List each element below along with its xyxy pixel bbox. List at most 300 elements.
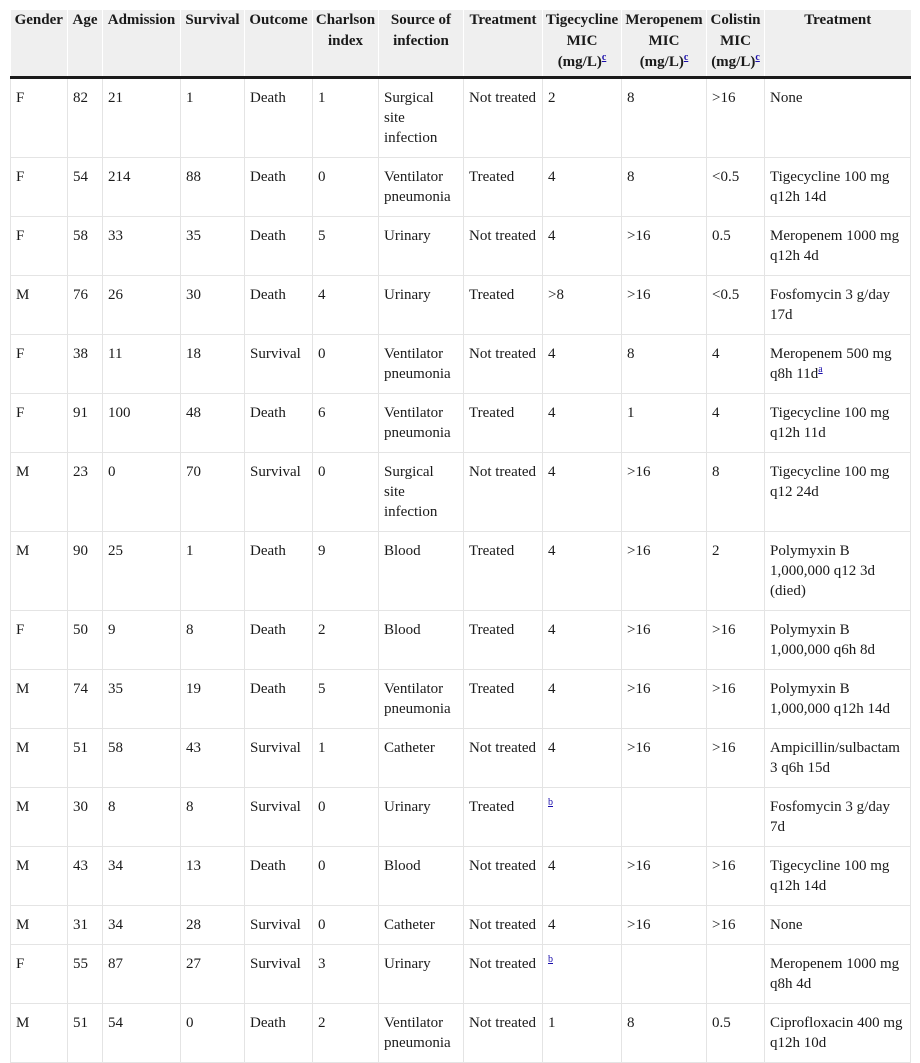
- cell-outcome-text: Death: [250, 228, 286, 244]
- cell-admission: [103, 78, 181, 158]
- cell-charlson-index-text: 5: [318, 228, 326, 244]
- cell-colistin-mic-text: 8: [712, 464, 720, 480]
- cell-outcome: [245, 1004, 313, 1063]
- cell-treatment-regimen: [765, 394, 911, 453]
- cell-gender-text: M: [16, 740, 30, 756]
- cell-survival: [181, 276, 245, 335]
- cell-treatment-status-text: Not treated: [469, 956, 537, 972]
- cell-tigecycline-mic-text: >8: [548, 287, 564, 303]
- cell-source-text: Catheter: [384, 740, 435, 756]
- cell-age-text: 23: [73, 464, 88, 480]
- cell-colistin-mic-text: 4: [712, 346, 720, 362]
- cell-admission-text: 35: [108, 681, 123, 697]
- cell-colistin-mic: [707, 847, 765, 906]
- cell-treatment-regimen-text: Tigecycline 100 mg q12h 14d: [770, 858, 890, 894]
- cell-treatment-status: [464, 532, 543, 611]
- cell-charlson-index: [313, 670, 379, 729]
- cell-charlson-index-text: 2: [318, 622, 326, 638]
- cell-age: [68, 729, 103, 788]
- cell-treatment-status-text: Not treated: [469, 90, 537, 106]
- cell-source: [379, 276, 464, 335]
- cell-admission-text: 26: [108, 287, 123, 303]
- cell-gender: [11, 1004, 68, 1063]
- cell-treatment-regimen: [765, 729, 911, 788]
- cell-age-text: 30: [73, 799, 88, 815]
- cell-gender-text: F: [16, 90, 25, 106]
- cell-outcome: [245, 78, 313, 158]
- cell-survival-text: 19: [186, 681, 201, 697]
- cell-charlson-index: [313, 217, 379, 276]
- cell-age-text: 51: [73, 740, 88, 756]
- cell-charlson-index-text: 0: [318, 464, 326, 480]
- cell-age-text: 58: [73, 228, 88, 244]
- col-header-outcome: [245, 10, 313, 78]
- cell-survival-text: 8: [186, 622, 194, 638]
- table-row: [11, 847, 911, 906]
- footnote-link-b[interactable]: b: [548, 954, 553, 965]
- cell-treatment-status-text: Treated: [469, 405, 515, 421]
- cell-meropenem-mic: [622, 532, 707, 611]
- cell-outcome-text: Death: [250, 287, 286, 303]
- cell-survival-text: 70: [186, 464, 201, 480]
- cell-age: [68, 78, 103, 158]
- cell-charlson-index-text: 1: [318, 740, 326, 756]
- cell-outcome: [245, 670, 313, 729]
- cell-age: [68, 453, 103, 532]
- cell-meropenem-mic-text: >16: [627, 228, 651, 244]
- cell-age-text: 82: [73, 90, 88, 106]
- cell-admission-text: 0: [108, 464, 116, 480]
- cell-tigecycline-mic: [543, 670, 622, 729]
- cell-outcome-text: Death: [250, 405, 286, 421]
- cell-admission: [103, 1004, 181, 1063]
- cell-meropenem-mic-text: >16: [627, 287, 651, 303]
- cell-tigecycline-mic-text: 4: [548, 622, 556, 638]
- cell-tigecycline-mic-text: 4: [548, 858, 556, 874]
- cell-treatment-regimen-text: Fosfomycin 3 g/day 7d: [770, 799, 890, 835]
- cell-tigecycline-mic: [543, 945, 622, 1004]
- cell-gender: [11, 670, 68, 729]
- cell-treatment-status: [464, 453, 543, 532]
- cell-admission: [103, 394, 181, 453]
- cell-outcome: [245, 906, 313, 945]
- header-label: Age: [72, 12, 98, 28]
- cell-age-text: 54: [73, 169, 88, 185]
- cell-charlson-index-text: 4: [318, 287, 326, 303]
- cell-meropenem-mic: [622, 394, 707, 453]
- cell-colistin-mic: [707, 1004, 765, 1063]
- cell-gender-text: M: [16, 799, 30, 815]
- cell-admission-text: 34: [108, 917, 123, 933]
- cell-treatment-regimen-text: None: [770, 917, 803, 933]
- cell-treatment-regimen: [765, 670, 911, 729]
- cell-admission: [103, 945, 181, 1004]
- cell-age-text: 91: [73, 405, 88, 421]
- cell-charlson-index: [313, 1004, 379, 1063]
- cell-charlson-index: [313, 158, 379, 217]
- cell-survival: [181, 217, 245, 276]
- cell-admission-text: 33: [108, 228, 123, 244]
- cell-charlson-index-text: 5: [318, 681, 326, 697]
- cell-tigecycline-mic: [543, 276, 622, 335]
- cell-treatment-regimen-text: Ampicillin/sulbactam 3 q6h 15d: [770, 740, 900, 776]
- cell-gender-text: F: [16, 405, 25, 421]
- cell-charlson-index: [313, 847, 379, 906]
- cell-survival-text: 18: [186, 346, 201, 362]
- cell-meropenem-mic-text: 8: [627, 90, 635, 106]
- cell-survival: [181, 945, 245, 1004]
- cell-treatment-regimen-text: Meropenem 500 mg q8h 11d: [770, 346, 892, 382]
- cell-colistin-mic-text: <0.5: [712, 287, 740, 303]
- cell-outcome-text: Survival: [250, 464, 301, 480]
- cell-source: [379, 453, 464, 532]
- cell-age-text: 38: [73, 346, 88, 362]
- cell-admission-text: 214: [108, 169, 131, 185]
- cell-treatment-regimen: [765, 945, 911, 1004]
- cell-colistin-mic: [707, 276, 765, 335]
- cell-charlson-index: [313, 78, 379, 158]
- cell-colistin-mic: [707, 945, 765, 1004]
- cell-meropenem-mic: [622, 1004, 707, 1063]
- cell-treatment-status-text: Not treated: [469, 858, 537, 874]
- footnote-link-c[interactable]: c: [601, 52, 607, 63]
- cell-source-text: Urinary: [384, 956, 431, 972]
- cell-colistin-mic: [707, 394, 765, 453]
- cell-treatment-status-text: Not treated: [469, 464, 537, 480]
- cell-treatment-regimen: [765, 335, 911, 394]
- cell-source: [379, 729, 464, 788]
- cell-source: [379, 847, 464, 906]
- cell-gender-text: M: [16, 464, 30, 480]
- table-row: [11, 78, 911, 158]
- cell-source-text: Blood: [384, 858, 421, 874]
- cell-survival: [181, 788, 245, 847]
- cell-survival: [181, 453, 245, 532]
- cell-colistin-mic: [707, 729, 765, 788]
- table-row: [11, 532, 911, 611]
- cell-treatment-regimen: [765, 1004, 911, 1063]
- cell-colistin-mic: [707, 906, 765, 945]
- cell-treatment-regimen: [765, 611, 911, 670]
- footnote-link-c[interactable]: c: [755, 52, 760, 63]
- cell-meropenem-mic-text: >16: [627, 464, 651, 480]
- cell-treatment-status-text: Treated: [469, 681, 515, 697]
- cell-treatment-status-text: Not treated: [469, 346, 537, 362]
- cell-gender: [11, 335, 68, 394]
- table-row: [11, 335, 911, 394]
- cell-admission: [103, 670, 181, 729]
- col-header-meropenem-mic: [622, 10, 707, 78]
- cell-meropenem-mic: [622, 453, 707, 532]
- cell-source-text: Ventilator pneumonia: [384, 169, 451, 205]
- cell-outcome: [245, 453, 313, 532]
- cell-colistin-mic-text: >16: [712, 858, 736, 874]
- cell-age: [68, 945, 103, 1004]
- cell-outcome-text: Death: [250, 681, 286, 697]
- cell-colistin-mic: [707, 670, 765, 729]
- cell-survival-text: 28: [186, 917, 201, 933]
- cell-survival: [181, 611, 245, 670]
- cell-admission: [103, 847, 181, 906]
- table-row: [11, 788, 911, 847]
- header-label: Meropenem MIC (mg/L): [625, 12, 703, 70]
- cell-survival-text: 1: [186, 90, 194, 106]
- cell-age: [68, 611, 103, 670]
- cell-meropenem-mic-text: 8: [627, 1015, 635, 1031]
- footnote-link-b[interactable]: b: [548, 797, 553, 808]
- cell-source: [379, 217, 464, 276]
- cell-treatment-status: [464, 158, 543, 217]
- cell-admission-text: 8: [108, 799, 116, 815]
- cell-charlson-index: [313, 335, 379, 394]
- cell-age-text: 74: [73, 681, 88, 697]
- table-row: [11, 276, 911, 335]
- cell-tigecycline-mic: [543, 729, 622, 788]
- table-row: [11, 611, 911, 670]
- cell-treatment-status: [464, 335, 543, 394]
- cell-charlson-index: [313, 394, 379, 453]
- cell-source: [379, 611, 464, 670]
- cell-treatment-regimen-text: Polymyxin B 1,000,000 q6h 8d: [770, 622, 875, 658]
- cell-tigecycline-mic-text: 2: [548, 90, 556, 106]
- cell-outcome-text: Survival: [250, 740, 301, 756]
- header-label: Tigecycline MIC (mg/L): [545, 12, 619, 70]
- table-body: [11, 78, 911, 1063]
- cell-meropenem-mic: [622, 78, 707, 158]
- cell-tigecycline-mic: [543, 453, 622, 532]
- header-label: Survival: [185, 12, 240, 28]
- cell-treatment-regimen-text: Ciprofloxacin 400 mg q12h 10d: [770, 1015, 903, 1051]
- cell-gender: [11, 394, 68, 453]
- footnote-link-a[interactable]: a: [818, 364, 823, 375]
- cell-meropenem-mic: [622, 847, 707, 906]
- cell-gender-text: M: [16, 287, 30, 303]
- cell-meropenem-mic: [622, 335, 707, 394]
- cell-treatment-status-text: Treated: [469, 622, 515, 638]
- cell-survival-text: 35: [186, 228, 201, 244]
- header-label: Charlson index: [315, 12, 376, 49]
- cell-treatment-status: [464, 217, 543, 276]
- cell-tigecycline-mic: [543, 158, 622, 217]
- patient-table: [10, 10, 911, 1063]
- cell-charlson-index-text: 0: [318, 799, 326, 815]
- cell-charlson-index: [313, 906, 379, 945]
- cell-admission: [103, 532, 181, 611]
- cell-tigecycline-mic-text: 4: [548, 917, 556, 933]
- cell-treatment-regimen: [765, 217, 911, 276]
- cell-colistin-mic-text: >16: [712, 740, 736, 756]
- cell-treatment-regimen: [765, 847, 911, 906]
- cell-admission: [103, 611, 181, 670]
- cell-outcome: [245, 532, 313, 611]
- cell-admission: [103, 335, 181, 394]
- table-header: [11, 10, 911, 78]
- cell-gender-text: F: [16, 622, 25, 638]
- cell-tigecycline-mic: [543, 847, 622, 906]
- cell-admission: [103, 217, 181, 276]
- cell-admission-text: 100: [108, 405, 131, 421]
- cell-gender-text: M: [16, 543, 30, 559]
- cell-gender: [11, 78, 68, 158]
- cell-gender-text: F: [16, 346, 25, 362]
- cell-tigecycline-mic-text: 4: [548, 543, 556, 559]
- cell-treatment-status: [464, 670, 543, 729]
- cell-tigecycline-mic-text: 4: [548, 405, 556, 421]
- cell-colistin-mic: [707, 611, 765, 670]
- cell-outcome-text: Death: [250, 543, 286, 559]
- cell-age-text: 51: [73, 1015, 88, 1031]
- footnote-link-c[interactable]: c: [683, 52, 689, 63]
- cell-admission-text: 54: [108, 1015, 123, 1031]
- cell-outcome: [245, 945, 313, 1004]
- cell-colistin-mic: [707, 788, 765, 847]
- cell-outcome: [245, 847, 313, 906]
- cell-colistin-mic-text: <0.5: [712, 169, 740, 185]
- cell-meropenem-mic: [622, 217, 707, 276]
- cell-charlson-index: [313, 276, 379, 335]
- cell-age: [68, 217, 103, 276]
- col-header-gender: [11, 10, 68, 78]
- cell-survival-text: 8: [186, 799, 194, 815]
- cell-admission: [103, 788, 181, 847]
- cell-outcome: [245, 217, 313, 276]
- cell-tigecycline-mic: [543, 394, 622, 453]
- table-row: [11, 670, 911, 729]
- cell-source-text: Surgical site infection: [384, 464, 438, 520]
- cell-source: [379, 788, 464, 847]
- cell-outcome-text: Death: [250, 90, 286, 106]
- col-header-treatment-regimen: [765, 10, 911, 78]
- cell-gender: [11, 906, 68, 945]
- cell-treatment-status-text: Not treated: [469, 740, 537, 756]
- cell-survival: [181, 847, 245, 906]
- cell-charlson-index-text: 0: [318, 346, 326, 362]
- cell-treatment-status: [464, 394, 543, 453]
- header-label: Source of infection: [390, 12, 452, 49]
- table-row: [11, 729, 911, 788]
- cell-meropenem-mic-text: >16: [627, 740, 651, 756]
- cell-source-text: Ventilator pneumonia: [384, 1015, 451, 1051]
- cell-treatment-status: [464, 788, 543, 847]
- cell-treatment-regimen: [765, 276, 911, 335]
- cell-charlson-index-text: 0: [318, 169, 326, 185]
- cell-survival: [181, 1004, 245, 1063]
- cell-outcome: [245, 729, 313, 788]
- cell-meropenem-mic: [622, 906, 707, 945]
- cell-colistin-mic: [707, 78, 765, 158]
- cell-gender: [11, 532, 68, 611]
- cell-age: [68, 276, 103, 335]
- cell-treatment-status-text: Not treated: [469, 917, 537, 933]
- cell-meropenem-mic-text: 8: [627, 169, 635, 185]
- cell-treatment-status-text: Not treated: [469, 1015, 537, 1031]
- cell-tigecycline-mic: [543, 906, 622, 945]
- cell-charlson-index-text: 6: [318, 405, 326, 421]
- cell-tigecycline-mic: [543, 335, 622, 394]
- cell-charlson-index-text: 9: [318, 543, 326, 559]
- cell-age-text: 76: [73, 287, 88, 303]
- cell-treatment-regimen-text: Fosfomycin 3 g/day 17d: [770, 287, 890, 323]
- cell-colistin-mic: [707, 217, 765, 276]
- cell-meropenem-mic-text: 1: [627, 405, 635, 421]
- cell-meropenem-mic: [622, 788, 707, 847]
- cell-outcome-text: Death: [250, 169, 286, 185]
- cell-colistin-mic-text: >16: [712, 622, 736, 638]
- cell-treatment-regimen: [765, 788, 911, 847]
- col-header-tigecycline-mic: [543, 10, 622, 78]
- cell-admission: [103, 158, 181, 217]
- cell-meropenem-mic-text: 8: [627, 346, 635, 362]
- cell-survival: [181, 158, 245, 217]
- cell-source-text: Blood: [384, 543, 421, 559]
- cell-source: [379, 158, 464, 217]
- cell-gender-text: F: [16, 228, 25, 244]
- cell-outcome: [245, 276, 313, 335]
- cell-charlson-index-text: 2: [318, 1015, 326, 1031]
- cell-admission-text: 25: [108, 543, 123, 559]
- cell-treatment-regimen-text: None: [770, 90, 803, 106]
- cell-source: [379, 906, 464, 945]
- cell-survival-text: 13: [186, 858, 201, 874]
- cell-charlson-index: [313, 945, 379, 1004]
- cell-age: [68, 847, 103, 906]
- cell-admission-text: 34: [108, 858, 123, 874]
- cell-gender: [11, 158, 68, 217]
- cell-survival: [181, 906, 245, 945]
- cell-gender: [11, 847, 68, 906]
- cell-outcome: [245, 611, 313, 670]
- cell-colistin-mic-text: >16: [712, 681, 736, 697]
- col-header-survival: [181, 10, 245, 78]
- cell-age: [68, 158, 103, 217]
- cell-treatment-regimen-text: Polymyxin B 1,000,000 q12 3d (died): [770, 543, 875, 599]
- cell-gender: [11, 729, 68, 788]
- cell-charlson-index-text: 0: [318, 858, 326, 874]
- table-row: [11, 158, 911, 217]
- cell-admission-text: 11: [108, 346, 123, 362]
- cell-admission-text: 9: [108, 622, 116, 638]
- cell-survival-text: 30: [186, 287, 201, 303]
- cell-gender: [11, 945, 68, 1004]
- cell-treatment-status: [464, 276, 543, 335]
- cell-survival-text: 1: [186, 543, 194, 559]
- cell-outcome-text: Survival: [250, 956, 301, 972]
- cell-tigecycline-mic-text: 4: [548, 346, 556, 362]
- cell-treatment-status: [464, 906, 543, 945]
- cell-meropenem-mic-text: >16: [627, 622, 651, 638]
- cell-treatment-regimen-text: Tigecycline 100 mg q12h 14d: [770, 169, 890, 205]
- cell-meropenem-mic-text: >16: [627, 543, 651, 559]
- cell-age-text: 43: [73, 858, 88, 874]
- cell-tigecycline-mic: [543, 611, 622, 670]
- cell-outcome: [245, 394, 313, 453]
- col-header-admission: [103, 10, 181, 78]
- cell-tigecycline-mic-text: 4: [548, 740, 556, 756]
- cell-treatment-status: [464, 611, 543, 670]
- header-row: [11, 10, 911, 78]
- cell-survival-text: 27: [186, 956, 201, 972]
- cell-tigecycline-mic-text: 4: [548, 228, 556, 244]
- cell-meropenem-mic: [622, 276, 707, 335]
- cell-age: [68, 1004, 103, 1063]
- cell-charlson-index: [313, 611, 379, 670]
- cell-treatment-status: [464, 78, 543, 158]
- cell-colistin-mic: [707, 158, 765, 217]
- cell-outcome-text: Death: [250, 858, 286, 874]
- cell-colistin-mic: [707, 335, 765, 394]
- header-label: Treatment: [469, 12, 537, 28]
- col-header-age: [68, 10, 103, 78]
